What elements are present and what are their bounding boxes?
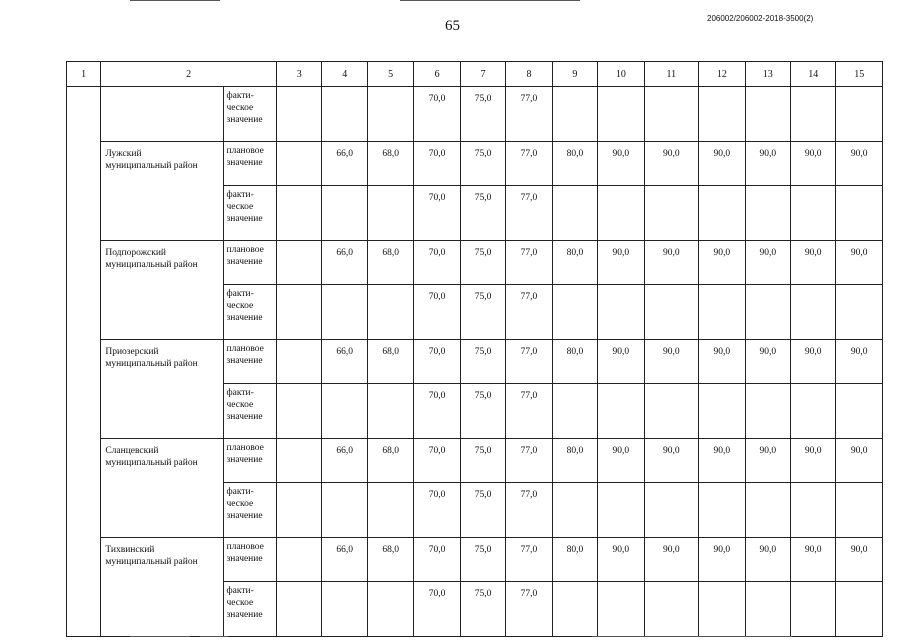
value-cell: 90,0 xyxy=(699,241,745,285)
value-cell xyxy=(745,483,790,538)
value-cell: 77,0 xyxy=(506,384,552,439)
value-cell xyxy=(277,142,322,186)
value-cell: 77,0 xyxy=(506,538,552,582)
value-cell xyxy=(552,87,597,142)
value-cell xyxy=(367,87,413,142)
value-cell xyxy=(699,384,745,439)
value-cell xyxy=(598,483,644,538)
value-cell: 75,0 xyxy=(460,439,505,483)
value-cell: 90,0 xyxy=(836,142,883,186)
value-cell xyxy=(745,285,790,340)
value-cell: 66,0 xyxy=(322,142,367,186)
value-cell: 75,0 xyxy=(460,186,505,241)
value-cell xyxy=(367,384,413,439)
value-cell xyxy=(277,582,322,637)
value-type-cell: факти- ческое значение xyxy=(223,483,277,538)
header-cell-10: 10 xyxy=(598,62,644,87)
value-cell: 75,0 xyxy=(460,340,505,384)
value-cell: 90,0 xyxy=(745,340,790,384)
value-cell: 70,0 xyxy=(414,582,460,637)
value-cell: 90,0 xyxy=(644,241,699,285)
scan-edge-line-top-right xyxy=(400,0,580,1)
value-cell xyxy=(699,483,745,538)
value-cell: 90,0 xyxy=(598,340,644,384)
table-row xyxy=(67,340,883,384)
value-cell xyxy=(367,582,413,637)
table-row xyxy=(67,142,883,186)
table-row xyxy=(67,384,883,439)
value-cell: 70,0 xyxy=(414,241,460,285)
indicator-table xyxy=(66,61,883,637)
header-cell-14: 14 xyxy=(791,62,836,87)
value-cell: 70,0 xyxy=(414,384,460,439)
value-cell xyxy=(699,186,745,241)
value-cell xyxy=(836,384,883,439)
value-type-cell: факти- ческое значение xyxy=(223,87,277,142)
value-type-cell: плановое значение xyxy=(223,439,277,483)
value-cell: 90,0 xyxy=(791,538,836,582)
value-cell xyxy=(598,285,644,340)
value-cell: 90,0 xyxy=(598,439,644,483)
table-row xyxy=(67,241,883,285)
value-cell xyxy=(644,87,699,142)
value-cell: 90,0 xyxy=(836,538,883,582)
district-name-cell: Приозерский муниципальный район xyxy=(101,340,223,384)
header-cell-15: 15 xyxy=(836,62,883,87)
value-cell: 90,0 xyxy=(644,538,699,582)
value-cell: 77,0 xyxy=(506,582,552,637)
district-name-cell xyxy=(101,582,223,637)
value-cell xyxy=(699,582,745,637)
scan-edge-line-bottom-left xyxy=(130,636,190,637)
value-cell: 90,0 xyxy=(745,439,790,483)
value-cell xyxy=(322,285,367,340)
value-cell: 75,0 xyxy=(460,87,505,142)
value-cell xyxy=(277,87,322,142)
value-type-cell: факти- ческое значение xyxy=(223,582,277,637)
value-cell: 80,0 xyxy=(552,241,597,285)
value-cell: 80,0 xyxy=(552,340,597,384)
value-cell: 77,0 xyxy=(506,439,552,483)
value-cell xyxy=(836,87,883,142)
value-cell: 75,0 xyxy=(460,384,505,439)
value-cell xyxy=(277,384,322,439)
value-cell xyxy=(277,483,322,538)
district-name-cell xyxy=(101,87,223,142)
value-cell: 68,0 xyxy=(367,142,413,186)
table-row xyxy=(67,538,883,582)
header-row xyxy=(67,62,883,87)
value-type-cell: факти- ческое значение xyxy=(223,285,277,340)
district-name-cell xyxy=(101,483,223,538)
value-cell: 90,0 xyxy=(791,142,836,186)
value-cell: 90,0 xyxy=(745,538,790,582)
value-cell xyxy=(644,384,699,439)
value-cell: 70,0 xyxy=(414,538,460,582)
value-type-cell: плановое значение xyxy=(223,142,277,186)
column-1-merged-cell xyxy=(67,87,101,637)
value-cell xyxy=(277,186,322,241)
value-cell: 77,0 xyxy=(506,87,552,142)
value-cell: 90,0 xyxy=(836,439,883,483)
value-cell: 77,0 xyxy=(506,483,552,538)
value-cell xyxy=(322,384,367,439)
district-name-cell xyxy=(101,384,223,439)
district-name-cell xyxy=(101,186,223,241)
district-name-cell: Лужский муниципальный район xyxy=(101,142,223,186)
value-cell xyxy=(745,186,790,241)
table-row xyxy=(67,186,883,241)
district-name-cell: Тихвинский муниципальный район xyxy=(101,538,223,582)
value-cell xyxy=(552,186,597,241)
district-name-cell xyxy=(101,285,223,340)
value-cell: 70,0 xyxy=(414,285,460,340)
value-cell: 75,0 xyxy=(460,142,505,186)
value-cell: 77,0 xyxy=(506,285,552,340)
value-cell: 68,0 xyxy=(367,439,413,483)
value-cell xyxy=(598,582,644,637)
value-cell xyxy=(552,483,597,538)
value-cell xyxy=(277,241,322,285)
value-cell: 66,0 xyxy=(322,340,367,384)
value-cell: 75,0 xyxy=(460,241,505,285)
value-cell xyxy=(322,186,367,241)
value-cell xyxy=(322,483,367,538)
header-cell-13: 13 xyxy=(745,62,790,87)
document-code: 206002/206002-2018-3500(2) xyxy=(707,14,814,23)
value-cell xyxy=(322,582,367,637)
value-cell: 90,0 xyxy=(791,439,836,483)
header-cell-11: 11 xyxy=(644,62,699,87)
value-cell xyxy=(552,285,597,340)
value-cell: 90,0 xyxy=(644,439,699,483)
value-cell xyxy=(277,285,322,340)
table-row xyxy=(67,582,883,637)
value-cell: 90,0 xyxy=(699,340,745,384)
value-cell xyxy=(791,186,836,241)
value-type-cell: плановое значение xyxy=(223,241,277,285)
value-cell xyxy=(598,186,644,241)
value-cell: 90,0 xyxy=(644,142,699,186)
district-name-cell: Сланцевский муниципальный район xyxy=(101,439,223,483)
value-cell: 90,0 xyxy=(836,340,883,384)
header-cell-2: 2 xyxy=(101,62,277,87)
value-cell xyxy=(836,483,883,538)
value-cell: 75,0 xyxy=(460,582,505,637)
value-cell: 68,0 xyxy=(367,538,413,582)
scan-edge-line-top-left xyxy=(130,0,220,1)
table-row xyxy=(67,285,883,340)
value-cell xyxy=(322,87,367,142)
value-cell xyxy=(552,384,597,439)
table-row xyxy=(67,87,883,142)
value-cell: 77,0 xyxy=(506,186,552,241)
value-type-cell: факти- ческое значение xyxy=(223,186,277,241)
value-cell: 70,0 xyxy=(414,186,460,241)
header-cell-5: 5 xyxy=(367,62,413,87)
value-cell xyxy=(644,285,699,340)
value-cell xyxy=(836,186,883,241)
value-cell xyxy=(791,285,836,340)
value-cell: 90,0 xyxy=(745,142,790,186)
page-number: 65 xyxy=(445,18,460,34)
value-cell: 66,0 xyxy=(322,241,367,285)
value-cell: 90,0 xyxy=(598,142,644,186)
value-cell: 75,0 xyxy=(460,483,505,538)
value-cell xyxy=(791,384,836,439)
value-cell xyxy=(699,87,745,142)
value-cell xyxy=(644,186,699,241)
value-cell: 90,0 xyxy=(745,241,790,285)
value-cell: 80,0 xyxy=(552,142,597,186)
value-type-cell: факти- ческое значение xyxy=(223,384,277,439)
table-row xyxy=(67,439,883,483)
value-cell: 70,0 xyxy=(414,87,460,142)
value-cell xyxy=(367,285,413,340)
value-cell: 90,0 xyxy=(644,340,699,384)
value-cell: 66,0 xyxy=(322,439,367,483)
value-cell: 90,0 xyxy=(598,241,644,285)
value-cell: 90,0 xyxy=(791,241,836,285)
value-cell xyxy=(791,87,836,142)
header-cell-4: 4 xyxy=(322,62,367,87)
district-name-cell: Подпорожский муниципальный район xyxy=(101,241,223,285)
value-cell: 68,0 xyxy=(367,241,413,285)
value-cell xyxy=(836,582,883,637)
value-cell xyxy=(644,483,699,538)
value-cell: 70,0 xyxy=(414,483,460,538)
header-cell-6: 6 xyxy=(414,62,460,87)
value-cell xyxy=(699,285,745,340)
value-cell: 66,0 xyxy=(322,538,367,582)
value-cell xyxy=(277,340,322,384)
value-cell: 70,0 xyxy=(414,340,460,384)
value-cell: 90,0 xyxy=(791,340,836,384)
value-type-cell: плановое значение xyxy=(223,538,277,582)
value-cell: 77,0 xyxy=(506,142,552,186)
value-cell: 80,0 xyxy=(552,538,597,582)
value-cell xyxy=(836,285,883,340)
value-cell xyxy=(552,582,597,637)
value-cell: 90,0 xyxy=(699,439,745,483)
value-cell: 90,0 xyxy=(699,142,745,186)
value-cell: 90,0 xyxy=(598,538,644,582)
value-cell xyxy=(644,582,699,637)
value-type-cell: плановое значение xyxy=(223,340,277,384)
header-cell-12: 12 xyxy=(699,62,745,87)
value-cell xyxy=(598,384,644,439)
value-cell: 75,0 xyxy=(460,538,505,582)
value-cell: 70,0 xyxy=(414,142,460,186)
value-cell xyxy=(367,186,413,241)
header-cell-3: 3 xyxy=(277,62,322,87)
value-cell xyxy=(791,582,836,637)
value-cell xyxy=(367,483,413,538)
scan-edge-line-bottom-right xyxy=(592,636,792,637)
value-cell xyxy=(745,582,790,637)
value-cell xyxy=(598,87,644,142)
value-cell xyxy=(277,538,322,582)
header-cell-7: 7 xyxy=(460,62,505,87)
value-cell xyxy=(277,439,322,483)
value-cell: 90,0 xyxy=(699,538,745,582)
header-cell-9: 9 xyxy=(552,62,597,87)
value-cell: 80,0 xyxy=(552,439,597,483)
value-cell: 77,0 xyxy=(506,241,552,285)
value-cell: 75,0 xyxy=(460,285,505,340)
value-cell: 90,0 xyxy=(836,241,883,285)
value-cell xyxy=(791,483,836,538)
header-cell-8: 8 xyxy=(506,62,552,87)
value-cell: 68,0 xyxy=(367,340,413,384)
value-cell: 70,0 xyxy=(414,439,460,483)
table-row xyxy=(67,483,883,538)
value-cell xyxy=(745,384,790,439)
header-cell-1: 1 xyxy=(67,62,101,87)
value-cell xyxy=(745,87,790,142)
value-cell: 77,0 xyxy=(506,340,552,384)
scan-edge-line-bottom-mid xyxy=(200,636,228,637)
